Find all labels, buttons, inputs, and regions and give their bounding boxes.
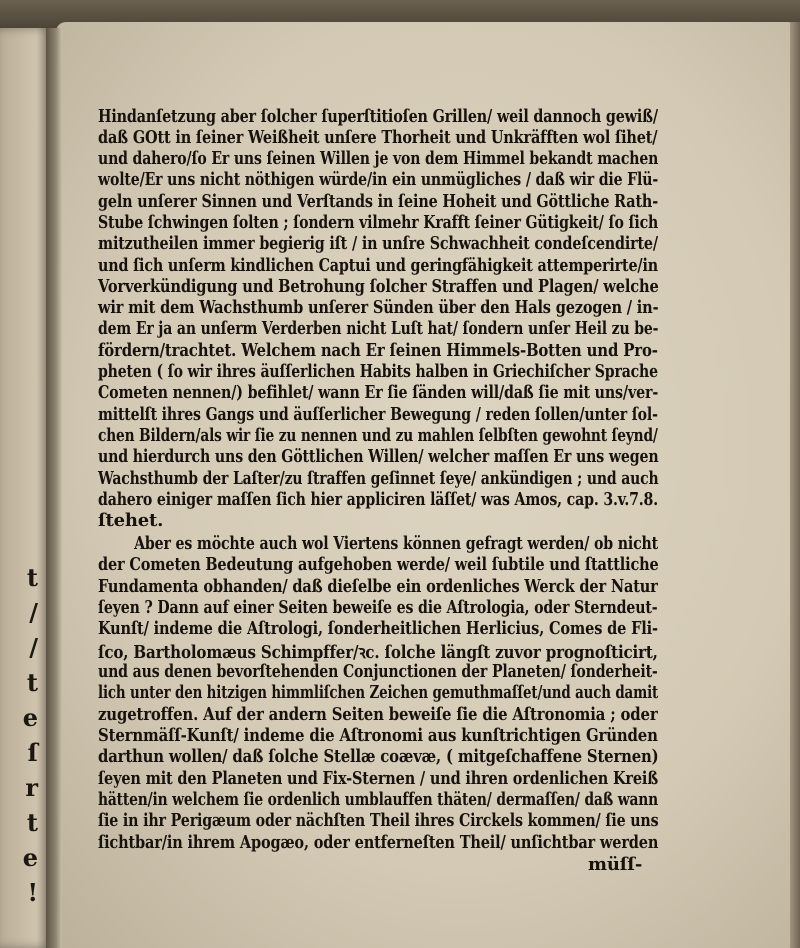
text-line: Cometen nennen/) befihlet/ wann Er ſie ſänden will/daß ſie mit uns/ver- — [98, 382, 659, 403]
text-line: der Cometen Bedeutung aufgehoben werde/ weil ſubtile und ſtattliche — [98, 554, 659, 575]
text-line: daß GOtt in ſeiner Weißheit unſere Thorheit und Unkräfften wol ſihet/ — [98, 127, 658, 148]
text-line: pheten ( ſo wir ihres äuſſerlichen Habits halben in Griechiſcher Sprache — [98, 361, 658, 382]
text-line: Stube ſchwingen ſolten ; ſondern vilmehr Krafft ſeiner Gütigkeit/ ſo ſich — [98, 212, 659, 233]
text-line: lich unter den hitzigen himmliſchen Zeichen gemuthmaſſet/und auch damit — [98, 682, 659, 703]
text-line: ſie in ihr Perigæum oder nächſten Theil ihres Circkels kommen/ ſie uns — [98, 810, 659, 831]
margin-letter: ſ — [27, 738, 38, 767]
margin-letter: t — [26, 808, 38, 837]
text-line: Kunſt/ indeme die Aſtrologi, ſonderheitlichen Herlicius, Comes de Fli- — [98, 618, 658, 639]
text-line: ſtehet. — [98, 510, 164, 531]
text-line: wolte/Er uns nicht nöthigen würde/in ein unmügliches / daß wir die Flü- — [98, 169, 659, 190]
right-page-edge — [790, 22, 800, 948]
text-line: ſeyen ? Dann auf einer Seiten beweiſe es die Aſtrologia, oder Sterndeut- — [98, 597, 658, 618]
text-line: Sternmäſſ-Kunſt/ indeme die Aſtronomi aus kunſtrichtigen Gründen — [98, 725, 658, 746]
margin-letter: ! — [27, 878, 38, 907]
text-line: ſco, Bartholomæus Schimpffer/ꝛc. ſolche längſt zuvor prognoſticirt, — [98, 642, 658, 663]
text-line: und aus denen bevorſtehenden Conjunctionen der Planeten/ ſonderheit- — [98, 661, 658, 682]
text-line: Hindanſetzung aber ſolcher ſuperſtitioſen Grillen/ weil dannoch gewiß/ — [98, 106, 658, 127]
text-line: chen Bildern/als wir ſie zu nennen und zu mahlen ſelbſten gewohnt ſeynd/ — [98, 425, 658, 446]
text-line: fördern/trachtet. Welchem nach Er ſeinen Himmels-Botten und Pro- — [98, 340, 658, 361]
margin-letter: / — [29, 633, 38, 662]
text-line: Aber es möchte auch wol Viertens können gefragt werden/ ob nicht — [134, 533, 659, 554]
text-line: darthun wollen/ daß ſolche Stellæ coævæ, ( mitgeſchaffene Sternen) — [98, 746, 659, 767]
text-line: wir mit dem Wachsthumb unſerer Sünden über den Hals gezogen / in- — [98, 297, 659, 318]
text-line: geln unſerer Sinnen und Verſtands in ſeine Hoheit und Göttliche Rath- — [98, 191, 659, 212]
text-line: dem Er ja an unſerm Verderben nicht Luſt hat/ ſondern unſer Heil zu be- — [98, 318, 659, 339]
margin-letter: t — [26, 668, 38, 697]
margin-letter: e — [22, 843, 38, 872]
text-line: Wachsthumb der Laſter/zu ſtraffen geſinnet ſeye/ ankündigen ; und auch — [98, 468, 659, 489]
book-gutter — [46, 28, 62, 948]
margin-letter: e — [22, 703, 38, 732]
text-line: Vorverkündigung und Betrohung ſolcher Straffen und Plagen/ welche — [98, 276, 659, 297]
text-line: Fundamenta obhanden/ daß dieſelbe ein ordenliches Werck der Natur — [98, 576, 658, 597]
text-line: zugetroffen. Auf der andern Seiten beweiſe ſie die Aſtronomia ; oder — [98, 704, 658, 725]
text-line: mittelſt ihres Gangs und äuſſerlicher Bewegung / reden ſollen/unter ſol- — [98, 404, 658, 425]
text-line: mitzutheilen immer begierig iſt / in unſre Schwachheit condeſcendirte/ — [98, 233, 658, 254]
text-line: dahero einiger maſſen ſich hier appliciren läſſet/ was Amos, cap. 3.v.7.8. — [98, 489, 658, 510]
text-line: und ſich unſerm kindlichen Captui und geringfähigkeit attemperirte/in — [98, 255, 658, 276]
margin-letter: r — [25, 773, 38, 802]
text-line: hätten/in welchem ſie ordenlich umblauffen thäten/ dermaſſen/ daß wann — [98, 789, 659, 810]
text-line: und dahero/ſo Er uns ſeinen Willen je von dem Himmel bekandt machen — [98, 148, 659, 169]
left-margin-letters — [0, 560, 44, 910]
catchword: müſſ- — [588, 854, 643, 875]
margin-letter: / — [29, 598, 38, 627]
margin-letter: t — [26, 563, 38, 592]
text-line: und hierdurch uns den Göttlichen Willen/ welcher maſſen Er uns wegen — [98, 446, 659, 467]
text-line: ſeyen mit den Planeten und Fix-Sternen / und ihren ordenlichen Kreiß — [98, 768, 659, 789]
text-line: ſichtbar/in ihrem Apogæo, oder entferneſten Theil/ unſichtbar werden — [98, 832, 659, 853]
